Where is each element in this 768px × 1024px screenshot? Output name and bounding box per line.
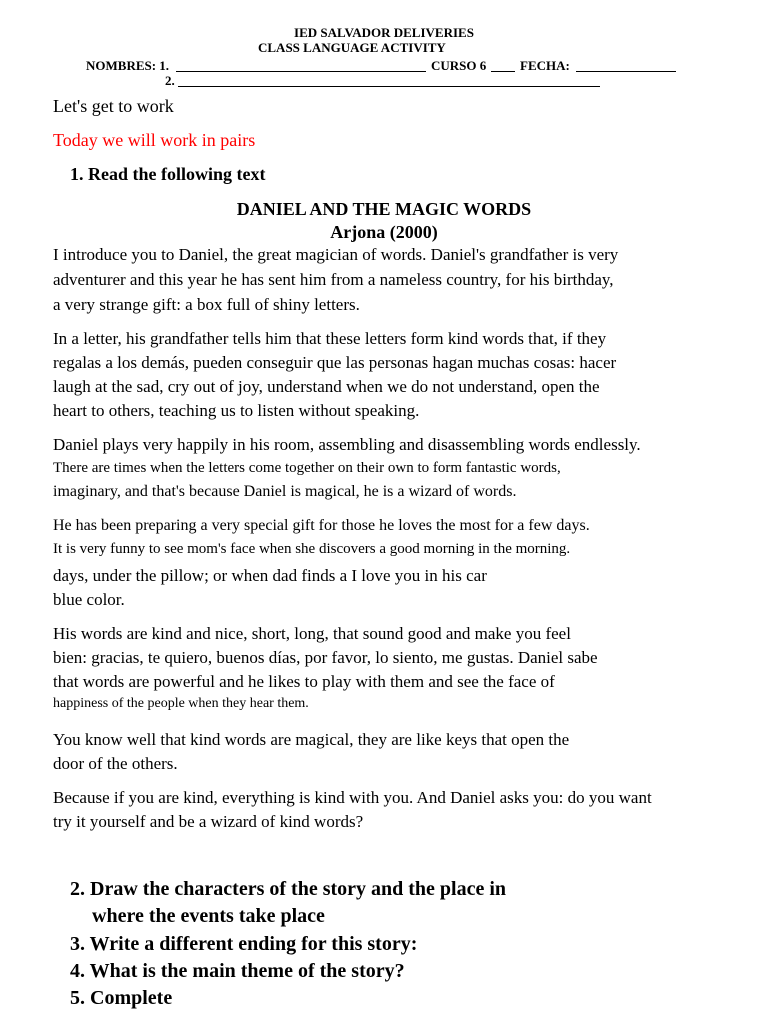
question-2-continued: where the events take place: [92, 905, 325, 927]
paragraph-3-line: Daniel plays very happily in his room, assembling and disassembling words endlessly.: [53, 435, 641, 454]
paragraph-6-line: door of the others.: [53, 754, 178, 773]
lets-get-to-work: Let's get to work: [53, 96, 174, 116]
paragraph-2-line: heart to others, teaching us to listen without speaking.: [53, 401, 420, 420]
paragraph-3-line: There are times when the letters come together on their own to form fantastic words,: [53, 460, 561, 476]
paragraph-2-line: regalas a los demás, pueden conseguir que las personas hagan muchas cosas: hacer: [53, 353, 617, 372]
course-blank[interactable]: [491, 71, 515, 72]
names-label: NOMBRES: 1.: [86, 58, 170, 73]
step-read-text: 1. Read the following text: [70, 164, 266, 184]
course-label: CURSO 6: [431, 58, 487, 73]
paragraph-4-line: days, under the pillow; or when dad finds a I love you in his car: [53, 566, 487, 585]
date-blank[interactable]: [576, 71, 676, 72]
activity-title: CLASS LANGUAGE ACTIVITY: [258, 40, 446, 55]
question-2: 2. Draw the characters of the story and the place in: [70, 878, 507, 900]
paragraph-5-line: His words are kind and nice, short, long, that sound good and make you feel: [53, 624, 571, 643]
paragraph-1-line: a very strange gift: a box full of shiny letters.: [53, 295, 360, 314]
paragraph-4-line: He has been preparing a very special gift for those he loves the most for a few days.: [53, 517, 590, 534]
paragraph-5-line: bien: gracias, te quiero, buenos días, por favor, lo siento, me gustas. Daniel sabe: [53, 648, 598, 667]
story-author: Arjona (2000): [330, 222, 438, 242]
paragraph-5-line: happiness of the people when they hear them.: [53, 696, 309, 711]
paragraph-4-line: It is very funny to see mom's face when she discovers a good morning in the morning.: [53, 541, 571, 557]
school-name: IED SALVADOR DELIVERIES: [294, 25, 474, 40]
work-in-pairs: Today we will work in pairs: [53, 130, 256, 150]
paragraph-7-line: Because if you are kind, everything is kind with you. And Daniel asks you: do you want: [53, 788, 652, 807]
date-label: FECHA:: [520, 58, 570, 73]
question-3: 3. Write a different ending for this story:: [70, 933, 418, 955]
paragraph-1-line: adventurer and this year he has sent him from a nameless country, for his birthday,: [53, 270, 614, 289]
paragraph-7-line: try it yourself and be a wizard of kind words?: [53, 812, 364, 831]
question-4: 4. What is the main theme of the story?: [70, 960, 405, 982]
question-5: 5. Complete: [70, 987, 173, 1009]
name-1-blank[interactable]: [176, 71, 426, 72]
name-2-blank[interactable]: [178, 86, 600, 87]
story-title: DANIEL AND THE MAGIC WORDS: [236, 199, 532, 219]
paragraph-1-line: I introduce you to Daniel, the great magician of words. Daniel's grandfather is very: [53, 245, 619, 264]
paragraph-2-line: In a letter, his grandfather tells him that these letters form kind words that, if they: [53, 329, 607, 348]
paragraph-4-line: blue color.: [53, 590, 125, 609]
paragraph-5-line: that words are powerful and he likes to play with them and see the face of: [53, 672, 555, 691]
paragraph-2-line: laugh at the sad, cry out of joy, understand when we do not understand, open the: [53, 377, 600, 396]
paragraph-3-line: imaginary, and that's because Daniel is magical, he is a wizard of words.: [53, 483, 517, 500]
paragraph-6-line: You know well that kind words are magical, they are like keys that open the: [53, 730, 570, 749]
name-2-label: 2.: [165, 73, 175, 88]
